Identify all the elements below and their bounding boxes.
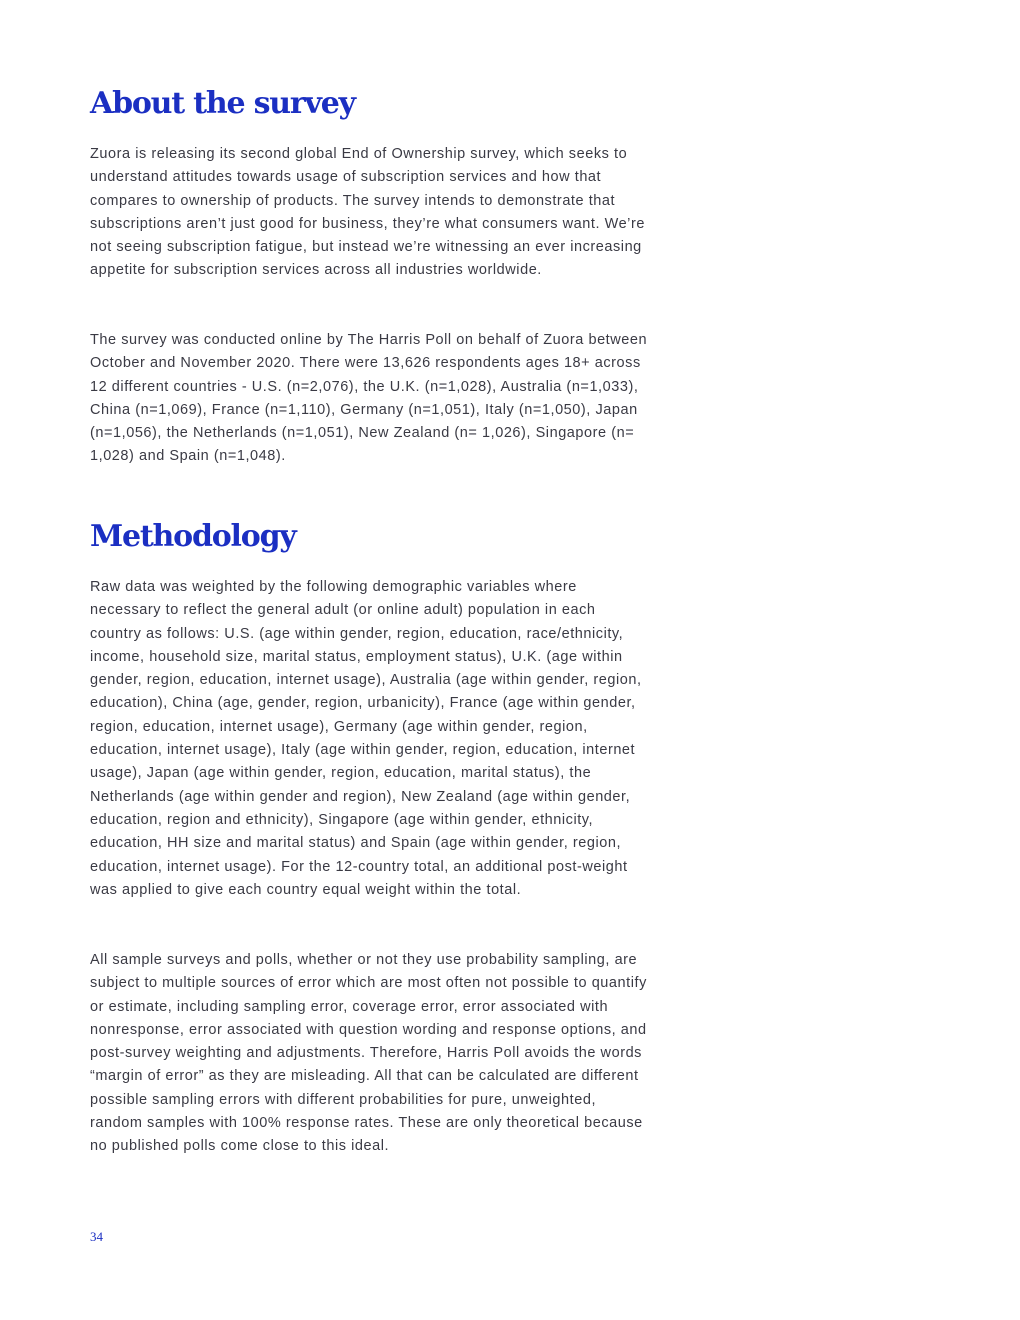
about-survey-heading: About the survey [90, 86, 355, 121]
methodology-paragraph-error: All sample surveys and polls, whether or not they use probability sampling, are subject to multiple sources of error which are most often not possible to quantify or estimate, including sampling error, coverage error, error associated with nonresponse, error associated with question wording and response options, and post-survey weighting and adjustments. Therefore, Harris Poll avoids the words “margin of error” as they are misleading. All that can be calculated are different possible sampling errors with different probabilities for pure, unweighted, random samples with 100% response rates. These are only theoretical because no published polls come close to this ideal. [90, 952, 647, 1155]
about-paragraph-respondents: The survey was conducted online by The Harris Poll on behalf of Zuora between October and November 2020. There were 13,626 respondents ages 18+ across 12 different countries - U.S. (n=2,076), the U.K. (n=1,028), Australia (n=1,033), China (n=1,069), France (n=1,110), Germany (n=1,051), Italy (n=1,050), Japan (n=1,056), the Netherlands (n=1,051), New Zealand (n= 1,026), Singapore (n= 1,028) and Spain (n=1,048). [90, 332, 648, 465]
methodology-heading: Methodology [90, 519, 296, 554]
about-paragraph-intro: Zuora is releasing its second global End of Ownership survey, which seeks to understand attitudes towards usage of subscription services and how that compares to ownership of products. The survey intends to demonstrate that subscriptions aren’t just good for business, they’re what consumers want. We’re not seeing subscription fatigue, but instead we’re witnessing an ever increasing appetite for subscription services across all industries worldwide. [90, 146, 645, 279]
page-number: 34 [90, 1229, 103, 1244]
methodology-paragraph-weighting: Raw data was weighted by the following demographic variables where necessary to reflect the general adult (or online adult) population in each country as follows: U.S. (age within gender, region, education, race/ethnicity, income, household size, marital status, employment status), U.K. (age within gender, region, education, internet usage), Australia (age within gender, region, education), China (age, gender, region, urbanicity), France (age within gender, region, education, internet usage), Germany (age within gender, region, education, internet usage), Italy (age within gender, region, education, internet usage), Japan (age within gender, region, education, marital status), the Netherlands (age within gender and region), New Zealand (age within gender, education, region and ethnicity), Singapore (age within gender, ethnicity, education, HH size and marital status) and Spain (age within gender, region, education, internet usage). For the 12-country total, an additional post-weight was applied to give each country equal weight within the total. [90, 579, 642, 898]
